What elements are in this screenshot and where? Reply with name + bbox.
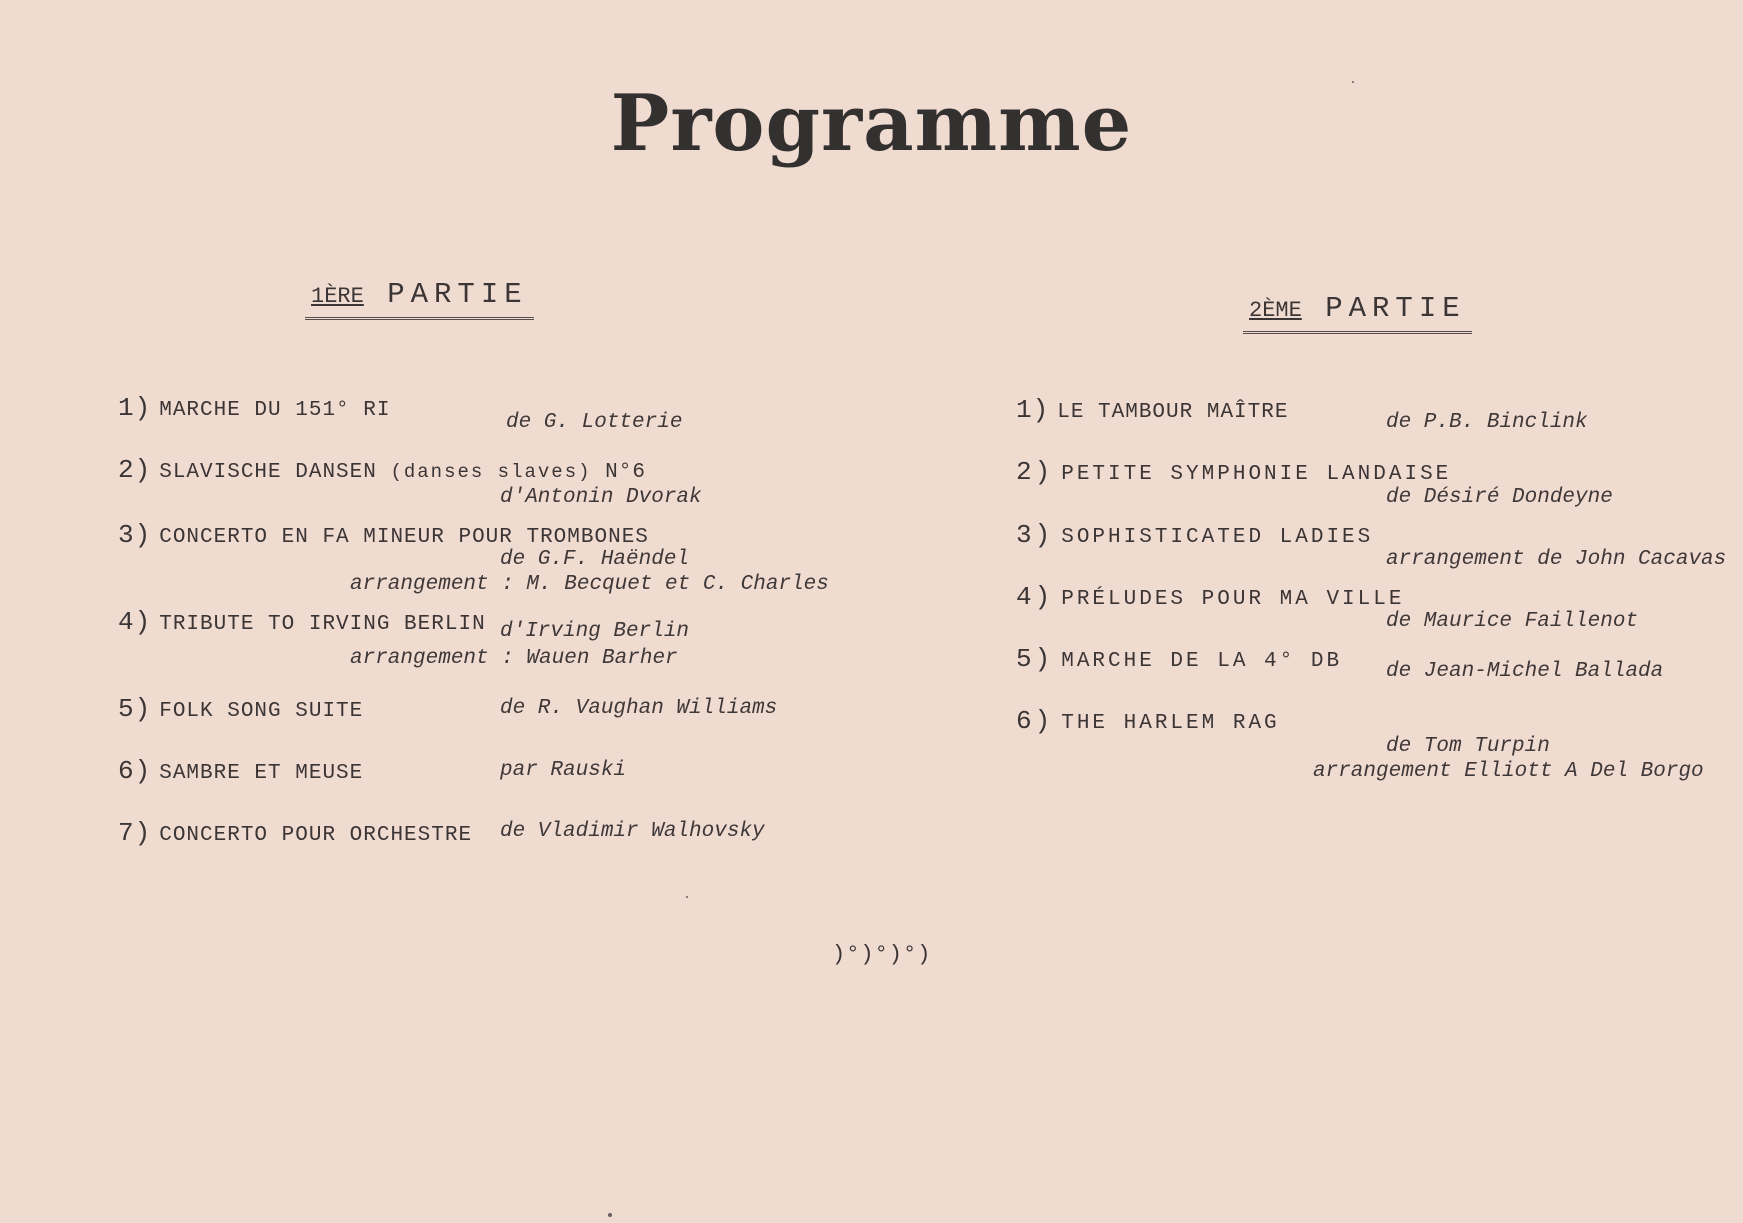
part1-item-3 xyxy=(118,520,649,550)
part2-item-1-credit: de P.B. Binclink xyxy=(1386,411,1588,434)
part2-item-6-credit: de Tom Turpin xyxy=(1386,735,1550,758)
speck xyxy=(608,1213,612,1217)
item-number: 3) xyxy=(1016,520,1054,550)
item-title: MARCHE DU 151° RI xyxy=(159,399,391,422)
part2-item-6-arrangement: arrangement Elliott A Del Borgo xyxy=(1313,760,1704,783)
item-title: SOPHISTICATED LADIES xyxy=(1061,526,1374,549)
item-title: PETITE SYMPHONIE LANDAISE xyxy=(1061,463,1452,486)
item-number: 4) xyxy=(118,607,152,637)
page-title: Programme xyxy=(610,78,1133,169)
closing-ornament: )°)°)°) xyxy=(832,942,932,967)
part1-heading-ordinal: 1ÈRE xyxy=(311,284,364,309)
part1-item-3-credit: de G.F. Haëndel xyxy=(500,548,690,571)
item-title: FOLK SONG SUITE xyxy=(159,700,364,723)
item-title: LE TAMBOUR MAÎTRE xyxy=(1057,401,1289,424)
part2-heading xyxy=(1243,292,1472,334)
part2-item-2 xyxy=(1016,457,1451,487)
item-number: 2) xyxy=(1016,457,1054,487)
item-title: CONCERTO EN FA MINEUR POUR TROMBONES xyxy=(159,526,649,549)
part1-item-5 xyxy=(118,694,363,724)
speck xyxy=(686,896,688,898)
part2-heading-word: PARTIE xyxy=(1325,292,1466,325)
part1-item-4-credit: d'Irving Berlin xyxy=(500,620,690,643)
item-suffix: N°6 xyxy=(605,461,646,484)
item-title: CONCERTO POUR ORCHESTRE xyxy=(159,824,473,847)
item-number: 1) xyxy=(1016,395,1050,425)
part1-item-2 xyxy=(118,455,646,485)
speck xyxy=(1352,81,1354,83)
part1-item-2-credit: d'Antonin Dvorak xyxy=(500,486,702,509)
part1-item-7-credit: de Vladimir Walhovsky xyxy=(500,820,765,843)
part1-item-6 xyxy=(118,756,363,786)
item-number: 1) xyxy=(118,393,152,423)
part2-item-4 xyxy=(1016,582,1404,612)
item-number: 5) xyxy=(118,694,152,724)
part1-item-4-arrangement: arrangement : Wauen Barher xyxy=(350,647,678,670)
part1-item-5-credit: de R. Vaughan Williams xyxy=(500,697,778,720)
item-title: SAMBRE ET MEUSE xyxy=(159,762,364,785)
item-title: TRIBUTE TO IRVING BERLIN xyxy=(159,613,486,636)
part2-item-5-credit: de Jean-Michel Ballada xyxy=(1386,660,1664,683)
part1-item-1 xyxy=(118,393,390,423)
part2-item-3 xyxy=(1016,520,1373,550)
part1-item-7 xyxy=(118,818,472,848)
part2-item-6 xyxy=(1016,706,1280,736)
part1-heading xyxy=(305,278,534,320)
item-number: 6) xyxy=(1016,706,1054,736)
item-number: 6) xyxy=(118,756,152,786)
item-title: SLAVISCHE DANSEN xyxy=(159,461,377,484)
item-title: THE HARLEM RAG xyxy=(1061,712,1280,735)
item-subtitle: (danses slaves) xyxy=(390,461,592,483)
part1-item-3-arrangement: arrangement : M. Becquet et C. Charles xyxy=(350,573,829,596)
part1-heading-word: PARTIE xyxy=(387,278,528,311)
part2-heading-ordinal: 2ÈME xyxy=(1249,298,1302,323)
item-number: 2) xyxy=(118,455,152,485)
item-number: 5) xyxy=(1016,644,1054,674)
part2-item-2-credit: de Désiré Dondeyne xyxy=(1386,486,1613,509)
part2-item-3-credit: arrangement de John Cacavas xyxy=(1386,548,1727,571)
item-title: PRÉLUDES POUR MA VILLE xyxy=(1061,588,1405,611)
part1-item-1-credit: de G. Lotterie xyxy=(506,411,683,434)
part2-item-1 xyxy=(1016,395,1288,425)
item-number: 3) xyxy=(118,520,152,550)
part2-item-4-credit: de Maurice Faillenot xyxy=(1386,610,1639,633)
part2-item-5 xyxy=(1016,644,1342,674)
item-title: MARCHE DE LA 4° DB xyxy=(1061,650,1343,673)
item-number: 4) xyxy=(1016,582,1054,612)
part1-item-6-credit: par Rauski xyxy=(500,759,627,782)
item-number: 7) xyxy=(118,818,152,848)
part1-item-4 xyxy=(118,607,486,637)
